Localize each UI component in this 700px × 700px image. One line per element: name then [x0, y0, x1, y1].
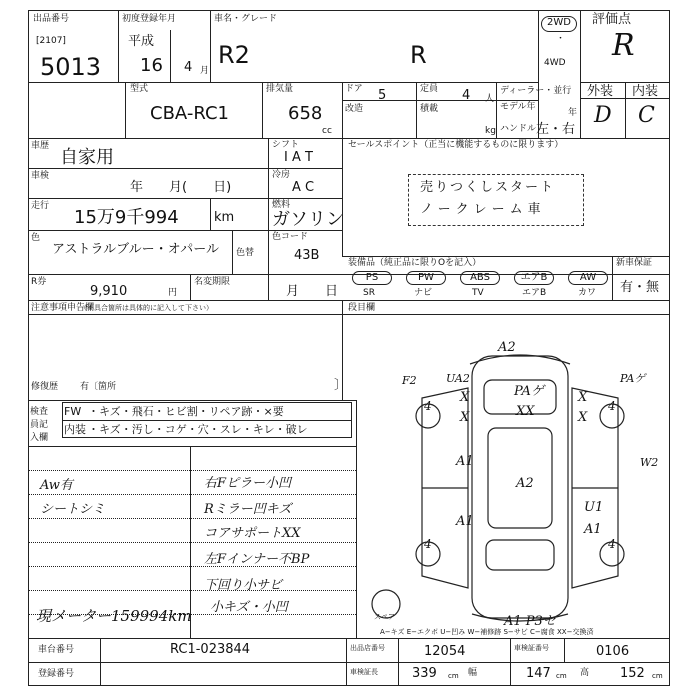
note-under: 下回り小サビ — [204, 578, 283, 593]
divider — [28, 400, 356, 401]
divider — [268, 138, 269, 300]
color-code: 43B — [294, 248, 320, 263]
model-year-label: モデル年 — [500, 102, 536, 112]
num1: 12054 — [424, 644, 466, 659]
diagram-x4: X — [578, 410, 588, 425]
divider — [398, 638, 399, 686]
registration-year: 16 — [140, 55, 163, 76]
dims-label: 車検証長 — [350, 668, 378, 676]
lot-number-label: 出品番号 — [33, 14, 70, 24]
remodel-label: 改造 — [345, 104, 364, 114]
num2: 0106 — [596, 644, 630, 659]
usage-label: 車歴 — [31, 141, 50, 151]
divider — [232, 230, 233, 274]
doors-label: ドア — [345, 84, 363, 94]
diagram-a1-left: A1 — [456, 454, 474, 469]
displacement: 658 — [288, 103, 323, 124]
new-warranty-value: 有・無 — [620, 280, 660, 295]
car-diagram — [360, 318, 668, 634]
divider — [342, 256, 670, 257]
mileage-unit: km — [214, 210, 235, 225]
model-label: 車名・グレード — [214, 14, 278, 24]
recycle-unit: 円 — [168, 288, 178, 298]
ac-label: 冷房 — [272, 170, 291, 180]
rule — [28, 494, 356, 495]
height-unit: cm — [652, 672, 663, 680]
divider — [342, 138, 343, 256]
divider — [100, 638, 101, 686]
divider — [342, 82, 343, 138]
registration-month: 4 — [184, 60, 193, 75]
divider — [28, 638, 670, 639]
divider — [342, 100, 538, 101]
score-ext-label: 外装 — [587, 84, 614, 99]
new-warranty-label: 新車保証 — [616, 258, 653, 268]
divider — [28, 300, 342, 301]
num1-label: 出品店番号 — [350, 644, 385, 652]
payload-unit: kg — [485, 126, 496, 136]
tire-fl-label: 4 — [424, 399, 432, 413]
recycle-label: R券 — [31, 277, 47, 287]
tire-rr-label: 4 — [608, 537, 616, 551]
divider — [28, 168, 342, 169]
registration-label: 初度登録年月 — [122, 14, 177, 24]
doors: 5 — [378, 88, 387, 103]
divider — [564, 638, 565, 662]
divider — [118, 10, 119, 82]
diagram-a1-right: A1 — [584, 522, 602, 537]
note-mirror: Rミラー凹キズ — [204, 502, 292, 517]
num2-label: 車検証番号 — [514, 644, 549, 652]
divider — [125, 82, 126, 138]
divider — [496, 82, 497, 138]
divider — [28, 446, 356, 447]
color-change-label: 色替 — [236, 248, 255, 258]
diagram-bottom: A1 P3セ — [504, 614, 556, 629]
rule — [28, 542, 356, 543]
lot-code: [2107] — [36, 36, 66, 46]
stamp-line2: ノークレーム車 — [420, 202, 546, 217]
capacity-label: 定員 — [420, 84, 439, 94]
equip-tv: TV — [472, 288, 484, 298]
notes-small: （不具合箇所は具体的に記入して下さい） — [80, 304, 213, 312]
repair-bracket: 〕 — [334, 378, 348, 393]
note-core: コアサポートXX — [204, 526, 301, 541]
note-meter: 現メーター159994km — [36, 607, 192, 625]
inspector-label: 検査員記入欄 — [30, 407, 49, 443]
divider — [625, 82, 626, 138]
equip-pw: PW — [406, 271, 446, 285]
diagram-a2-top: A2 — [498, 340, 516, 355]
capacity: 4 — [462, 88, 471, 103]
usage: 自家用 — [60, 147, 114, 168]
divider — [28, 314, 342, 315]
ac: A C — [292, 180, 315, 195]
divider — [210, 198, 211, 230]
note-pillar: 右Fピラー小凹 — [204, 476, 292, 491]
shift: I A T — [284, 150, 313, 165]
equip-aw: AW — [568, 271, 608, 285]
score-int-value: C — [638, 103, 655, 128]
color-label: 色 — [31, 233, 41, 243]
damage-legend: A−キズ E−エクボ U−凹み W−補修跡 S−サビ C−腐食 XX−交換済 — [380, 628, 594, 636]
divider — [28, 82, 538, 83]
tire-rl-label: 4 — [424, 537, 432, 551]
fuel-label: 燃料 — [272, 200, 291, 210]
width-label: 幅 — [468, 668, 478, 678]
diagram-x1: X — [460, 390, 470, 405]
inspector-row2-label: 内装 — [64, 423, 86, 436]
diagram-ua2: UA2 — [446, 372, 470, 385]
equip-airbag: エアB — [514, 271, 554, 285]
equip-abs: ABS — [460, 271, 500, 285]
note-aw: Aw有 — [40, 478, 73, 493]
note-inner: 左Fインナー不BP — [204, 552, 310, 567]
divider — [580, 10, 581, 138]
diagram-fr: PAゲ — [620, 372, 646, 385]
divider — [612, 256, 613, 300]
tire-fr-label: 4 — [608, 399, 616, 413]
divider — [28, 198, 342, 199]
displacement-unit: cc — [322, 126, 332, 136]
score-int-label: 内装 — [632, 84, 659, 99]
note-small: 小キズ・小凹 — [210, 600, 288, 615]
fuel: ガソリン — [272, 209, 344, 230]
note-seat: シートシミ — [40, 502, 106, 517]
diagram-a1-left-rear: A1 — [456, 514, 474, 529]
mileage-label: 走行 — [31, 201, 50, 211]
equipment-label: 装備品（純正品に限りOを記入） — [348, 258, 482, 268]
payload-label: 積載 — [420, 104, 439, 114]
divider — [510, 638, 511, 686]
registration-month-unit: 月 — [200, 66, 210, 76]
diagram-w2: W2 — [640, 456, 659, 469]
width-unit: cm — [556, 672, 567, 680]
divider — [262, 82, 263, 138]
diagram-x3: X — [578, 390, 588, 405]
mileage: 15万9千994 — [74, 207, 179, 228]
divider — [342, 314, 670, 315]
chassis-label: 車台番号 — [38, 645, 75, 655]
color-code-label: 色コード — [272, 232, 309, 242]
capacity-unit: 人 — [485, 94, 495, 104]
divider — [170, 30, 171, 82]
inspector-row1: ・キズ・飛石・ヒビ割・リペア跡・×要 — [88, 405, 284, 418]
reg-number-label: 登録番号 — [38, 669, 75, 679]
diagram-center: PAゲ — [514, 384, 544, 399]
diagram-x2: X — [460, 410, 470, 425]
divider — [190, 274, 191, 300]
inspector-row1-label: FW — [64, 405, 82, 418]
katashiki: CBA-RC1 — [150, 103, 229, 124]
score-label: 評価点 — [592, 12, 632, 27]
equip-airbag2: エアB — [522, 288, 547, 298]
model-name: R2 — [218, 41, 250, 69]
handle-label: ハンドル — [500, 124, 537, 134]
width: 147 — [526, 666, 551, 681]
score-ext-value: D — [594, 103, 612, 128]
drive-2wd: 2WD — [541, 16, 577, 32]
equip-sr: SR — [363, 288, 375, 298]
divider — [346, 638, 347, 686]
length: 339 — [412, 666, 437, 681]
handle: 左・右 — [536, 122, 576, 137]
inspection: 年 月( 日) — [130, 180, 232, 195]
diagram-f2: F2 — [402, 374, 417, 387]
length-unit: cm — [448, 672, 459, 680]
diagram-a2-roof: A2 — [516, 476, 534, 491]
color: アストラルブルー・オパール — [52, 242, 220, 257]
equip-ps: PS — [352, 271, 392, 285]
model-year-unit: 年 — [568, 108, 578, 118]
rule — [28, 518, 356, 519]
recycle: 9,910 — [90, 284, 128, 299]
divider — [538, 10, 539, 138]
meigi: 月 日 — [286, 284, 339, 299]
height-label: 高 — [580, 668, 590, 678]
drive-4wd: 4WD — [544, 58, 566, 68]
divider — [28, 138, 670, 139]
divider — [210, 10, 211, 82]
drive-dot: ・ — [556, 34, 566, 44]
divider — [28, 662, 670, 663]
repair-label: 修復歴 — [31, 382, 59, 392]
registration-era: 平成 — [128, 34, 155, 49]
notes-label: 注意事項申告欄 — [31, 303, 95, 313]
diagram-u1: U1 — [584, 500, 604, 515]
displacement-label: 排気量 — [266, 84, 294, 94]
equip-navi: ナビ — [414, 288, 433, 298]
inspection-label: 車検 — [31, 171, 50, 181]
lot-number: 5013 — [40, 53, 102, 81]
stamp-line1: 売りつくしスタート — [420, 180, 556, 195]
sales-point-label: セールスポイント（正当に機能するものに限ります） — [348, 140, 564, 150]
extra-label: 段目欄 — [348, 303, 376, 313]
model-grade: R — [410, 41, 427, 69]
shift-label: シフト — [272, 140, 300, 150]
height: 152 — [620, 666, 645, 681]
meigi-label: 名変期限 — [194, 277, 231, 287]
repair-value: 有〔箇所 — [80, 382, 117, 392]
divider — [356, 400, 357, 638]
rear-window — [486, 540, 554, 570]
spare-label: スペア — [374, 613, 395, 621]
chassis-number: RC1-023844 — [170, 642, 251, 657]
divider — [28, 230, 342, 231]
dealer-label: ディーラー・並行 — [500, 86, 572, 96]
katashiki-label: 型式 — [130, 84, 149, 94]
equip-leather: カワ — [578, 288, 597, 298]
diagram-xx: XX — [516, 404, 535, 419]
divider — [62, 420, 352, 421]
divider — [416, 82, 417, 138]
divider — [342, 300, 670, 301]
inspector-row2: ・キズ・汚し・コゲ・穴・スレ・キレ・破レ — [88, 423, 308, 436]
rule — [28, 470, 356, 471]
rule — [28, 590, 356, 591]
score-value: R — [612, 28, 635, 63]
